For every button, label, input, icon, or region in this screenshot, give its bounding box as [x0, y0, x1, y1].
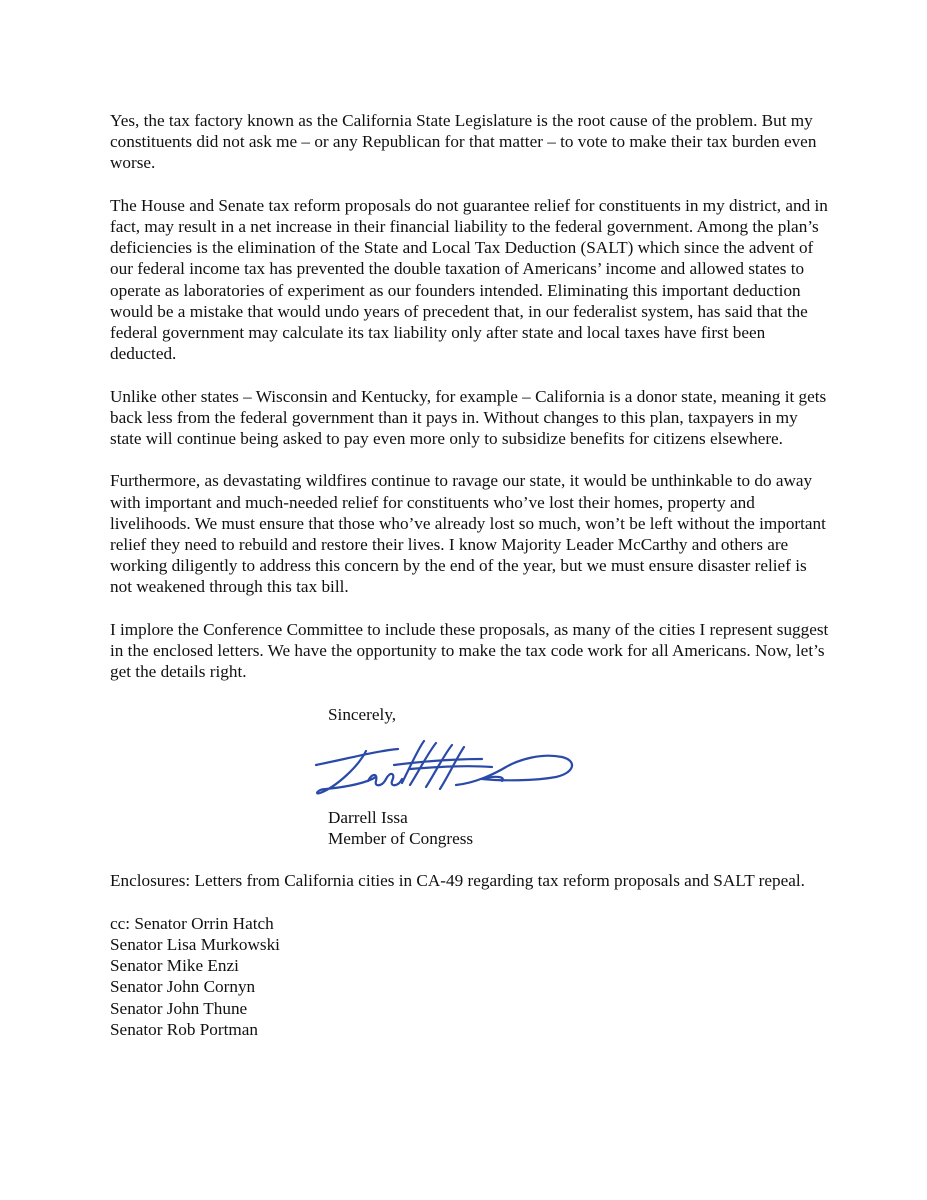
handwritten-signature	[306, 737, 588, 803]
signer-block	[328, 807, 830, 849]
cc-recipient: Senator John Cornyn	[110, 977, 256, 997]
paragraph-wildfire-relief: Furthermore, as devastating wildfires continue to ravage our state, it would be unthinkable to do away with important and much-needed relief for constituents who’ve lost their homes, property and livelihoods. We must ensure that those who’ve already lost so much, won’t be left without the important relief they need to rebuild and restore their lives. I know Majority Leader McCarthy and others are working diligently to address this concern by the end of the year, but we must ensure disaster relief is not weakened through this tax bill.	[110, 471, 826, 597]
signer-name: Darrell Issa	[328, 807, 408, 827]
enclosures-note: Enclosures: Letters from California cities in CA-49 regarding tax reform proposals and SALT repeal.	[110, 871, 805, 891]
paragraph-donor-state: Unlike other states – Wisconsin and Kentucky, for example – California is a donor state, meaning it gets back less from the federal government than it pays in. Without changes to this plan, taxpayers in my state will continue being asked to pay even more only to subsidize benefits for citizens elsewhere.	[110, 386, 827, 449]
cc-recipient: Senator Lisa Murkowski	[110, 935, 280, 954]
paragraph-tax-factory: Yes, the tax factory known as the California State Legislature is the root cause of the problem. But my constituents did not ask me – or any Republican for that matter – to vote to make their tax burden even worse.	[110, 111, 817, 173]
paragraph-conference-committee: I implore the Conference Committee to include these proposals, as many of the cities I represent suggest in the enclosed letters. We have the opportunity to make the tax code work for all Americans. Now, let’s get the details right.	[110, 619, 829, 682]
salutation: Sincerely,	[328, 704, 397, 724]
letter-body	[110, 110, 830, 1040]
cc-recipient: Senator Mike Enzi	[110, 956, 239, 976]
cc-recipient: Senator John Thune	[110, 998, 248, 1018]
closing-block	[328, 704, 830, 850]
cc-list	[110, 913, 830, 1040]
signer-title: Member of Congress	[328, 829, 474, 849]
cc-recipient: Senator Rob Portman	[110, 1019, 258, 1039]
paragraph-salt-deduction: The House and Senate tax reform proposals do not guarantee relief for constituents in my district, and in fact, may result in a net increase in their financial liability to the federal government. Among the plan’s deficiencies is the elimination of the State and Local Tax Deduction (SALT) which since the advent of our federal income tax has prevented the double taxation of Americans’ income and allowed states to operate as laboratories of experiment as our founders intended. Eliminating this important deduction would be a mistake that would undo years of precedent that, in our federalist system, has said that the federal government may calculate its tax liability only after state and local taxes have first been deducted.	[110, 195, 828, 364]
cc-recipient: cc: Senator Orrin Hatch	[110, 913, 274, 933]
